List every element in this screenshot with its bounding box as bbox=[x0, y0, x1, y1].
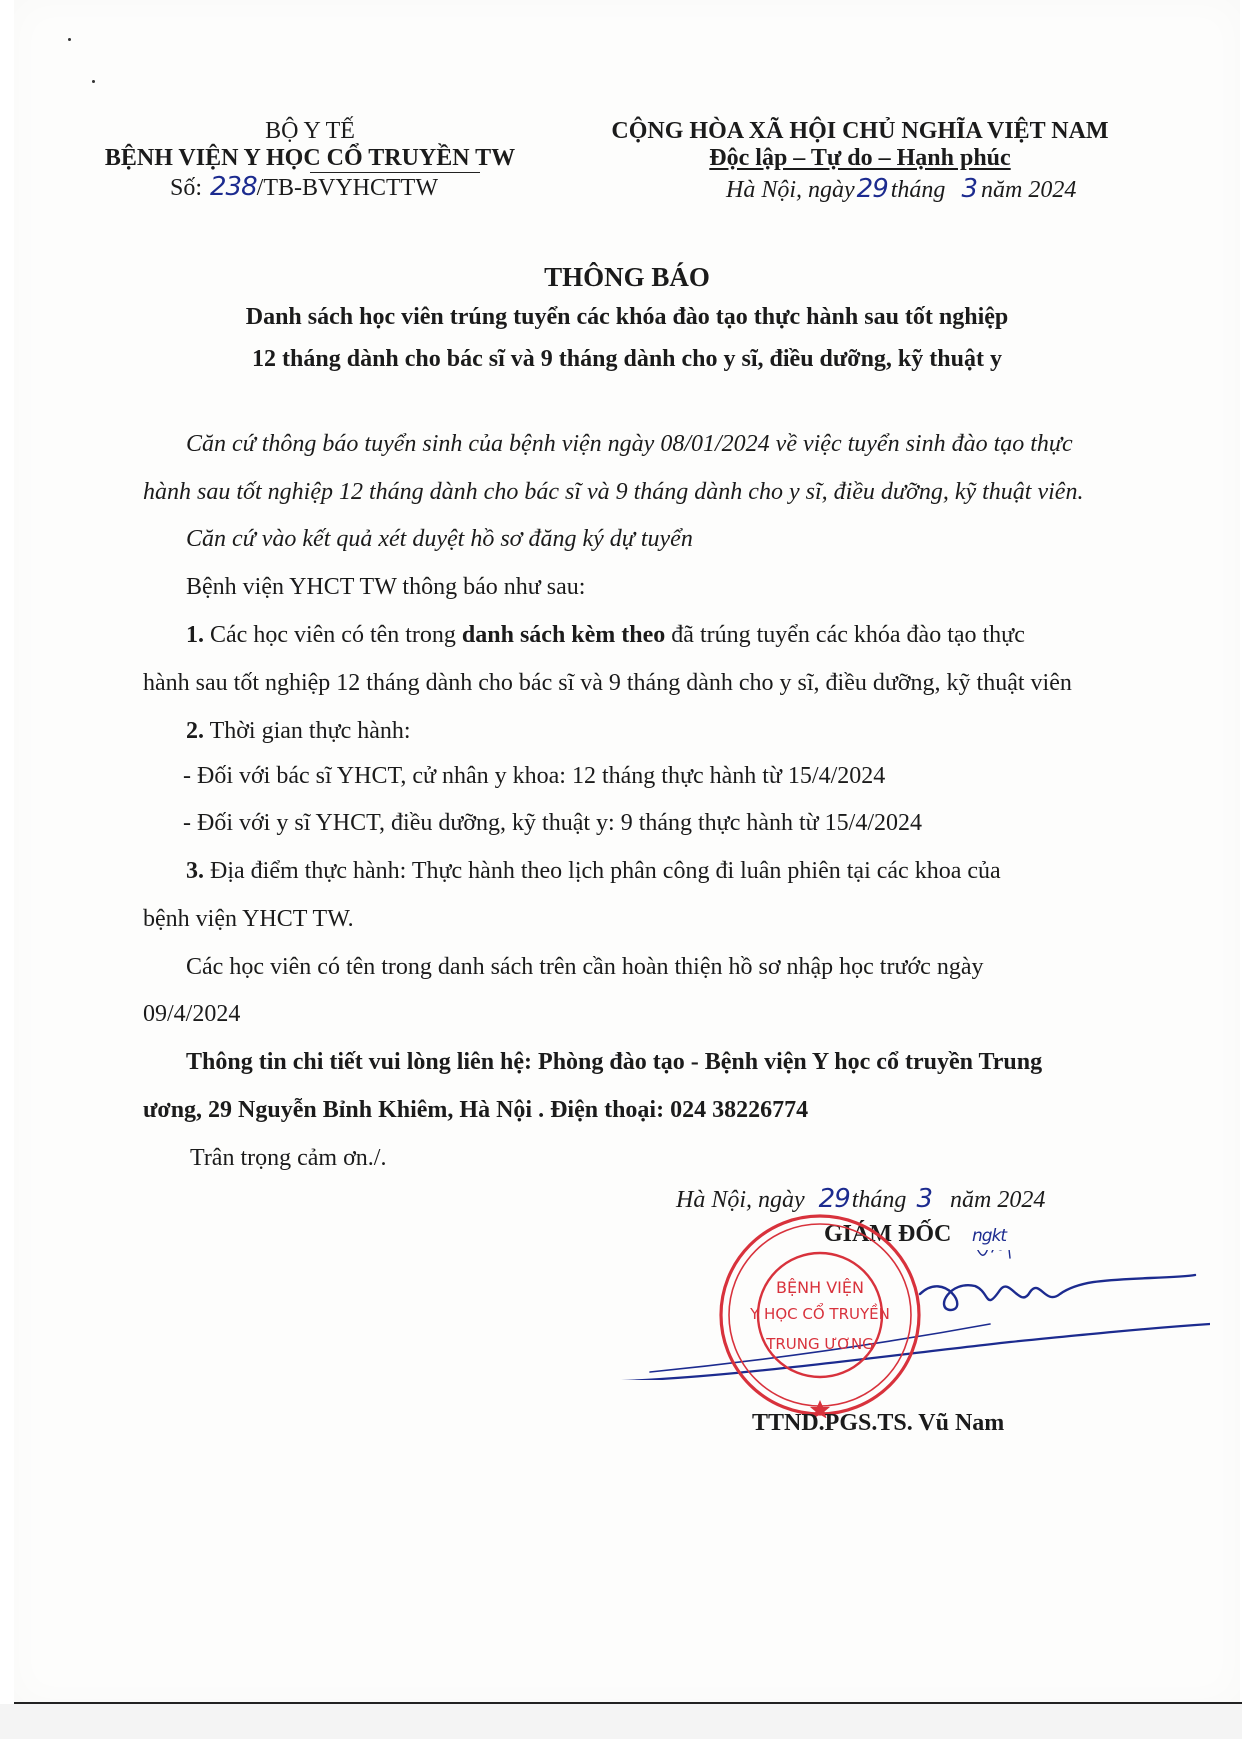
document-subtitle-line1: Danh sách học viên trúng tuyển các khóa đào tạo thực hành sau tốt nghiệp bbox=[245, 304, 1009, 330]
nation-name: CỘNG HÒA XÃ HỘI CHỦ NGHĨA VIỆT NAM bbox=[611, 118, 1109, 144]
closing-thanks: Trân trọng cảm ơn./. bbox=[190, 1145, 387, 1171]
document-subtitle-line2: 12 tháng dành cho bác sĩ và 9 tháng dành cho y sĩ, điều dưỡng, kỹ thuật y bbox=[252, 346, 1002, 372]
item-3-line2: bệnh viện YHCT TW. bbox=[143, 906, 354, 932]
sig-date-year: năm 2024 bbox=[949, 1187, 1046, 1213]
director-title: GIÁM ĐỐC bbox=[824, 1221, 952, 1247]
item-1-line1 bbox=[186, 622, 1025, 649]
seal-line3: TRUNG ƯƠNG bbox=[766, 1335, 874, 1353]
item-2-number: 2. bbox=[186, 718, 204, 744]
note-line1: Các học viên có tên trong danh sách trên cần hoàn thiện hồ sơ nhập học trước ngày bbox=[186, 954, 984, 980]
director-initials: ngkt bbox=[972, 1226, 1007, 1246]
item-2-text: Thời gian thực hành: bbox=[209, 718, 411, 744]
header-date bbox=[726, 174, 1076, 204]
handwritten-number: 238 bbox=[210, 172, 257, 202]
number-suffix: /TB-BVYHCTTW bbox=[256, 175, 438, 201]
contact-line2: ương, 29 Nguyễn Bỉnh Khiêm, Hà Nội . Điện thoại: 024 38226774 bbox=[143, 1097, 809, 1123]
note-line2: 09/4/2024 bbox=[143, 1001, 241, 1027]
sig-date-place: Hà Nội, ngày bbox=[676, 1187, 805, 1213]
item-2-doctors: - Đối với bác sĩ YHCT, cử nhân y khoa: 12 tháng thực hành từ 15/4/2024 bbox=[183, 763, 886, 789]
seal-line1: BỆNH VIỆN bbox=[776, 1278, 864, 1297]
sig-handwritten-month: 3 bbox=[916, 1184, 932, 1214]
basis-1-line2: hành sau tốt nghiệp 12 tháng dành cho bác sĩ và 9 tháng dành cho y sĩ, điều dưỡng, kỹ thuật viên. bbox=[143, 479, 1084, 505]
page-background bbox=[0, 1704, 1242, 1739]
sig-handwritten-day: 29 bbox=[818, 1184, 850, 1214]
document-title: THÔNG BÁO bbox=[544, 262, 710, 292]
item-3-text: Địa điểm thực hành: Thực hành theo lịch phân công đi luân phiên tại các khoa của bbox=[210, 858, 1001, 884]
director-name: TTND.PGS.TS. Vũ Nam bbox=[752, 1410, 1005, 1436]
page-bottom-edge bbox=[14, 1702, 1242, 1704]
date-month-label: tháng bbox=[890, 177, 946, 203]
item-1-number: 1. bbox=[186, 622, 204, 648]
national-motto bbox=[580, 145, 1140, 172]
sig-month-label: tháng bbox=[851, 1187, 907, 1213]
item-2-nurses: - Đối với y sĩ YHCT, điều dưỡng, kỹ thuật y: 9 tháng thực hành từ 15/4/2024 bbox=[183, 810, 923, 836]
seal-line2: Y HỌC CỔ TRUYỀN bbox=[750, 1305, 890, 1323]
signature-date bbox=[676, 1184, 1045, 1214]
scan-speck bbox=[92, 80, 95, 83]
ministry-name: BỘ Y TẾ bbox=[265, 118, 355, 144]
item-1-attached-list: danh sách kèm theo bbox=[461, 622, 666, 648]
scan-speck bbox=[68, 38, 71, 41]
motto-text: Độc lập – Tự do – Hạnh phúc bbox=[709, 145, 1011, 171]
basis-1-line1: Căn cứ thông báo tuyển sinh của bệnh viện ngày 08/01/2024 về việc tuyển sinh đào tạo thực bbox=[186, 431, 1073, 457]
item-3-line1 bbox=[186, 858, 1001, 885]
announcement-intro: Bệnh viện YHCT TW thông báo như sau: bbox=[186, 574, 586, 600]
item-1-text-a: Các học viên có tên trong bbox=[210, 622, 456, 648]
hospital-name-text: BỆNH VIỆN Y HỌC CỔ TRUYỀN TW bbox=[104, 145, 516, 171]
hospital-name bbox=[80, 145, 540, 172]
document-page bbox=[14, 0, 1240, 1704]
number-prefix: Số: bbox=[170, 175, 203, 201]
date-year: năm 2024 bbox=[980, 177, 1077, 203]
date-place: Hà Nội, ngày bbox=[726, 177, 855, 203]
item-2 bbox=[186, 718, 411, 745]
handwritten-day: 29 bbox=[856, 174, 888, 204]
handwritten-month: 3 bbox=[961, 174, 977, 204]
item-1-line2: hành sau tốt nghiệp 12 tháng dành cho bác sĩ và 9 tháng dành cho y sĩ, điều dưỡng, kỹ thuật viên bbox=[143, 670, 1072, 696]
contact-line1: Thông tin chi tiết vui lòng liên hệ: Phòng đào tạo - Bệnh viện Y học cổ truyền Trung bbox=[186, 1049, 1043, 1075]
basis-2: Căn cứ vào kết quả xét duyệt hồ sơ đăng ký dự tuyển bbox=[186, 526, 693, 552]
document-number bbox=[170, 172, 438, 202]
item-3-number: 3. bbox=[186, 858, 204, 884]
item-1-text-b: đã trúng tuyển các khóa đào tạo thực bbox=[671, 622, 1025, 648]
